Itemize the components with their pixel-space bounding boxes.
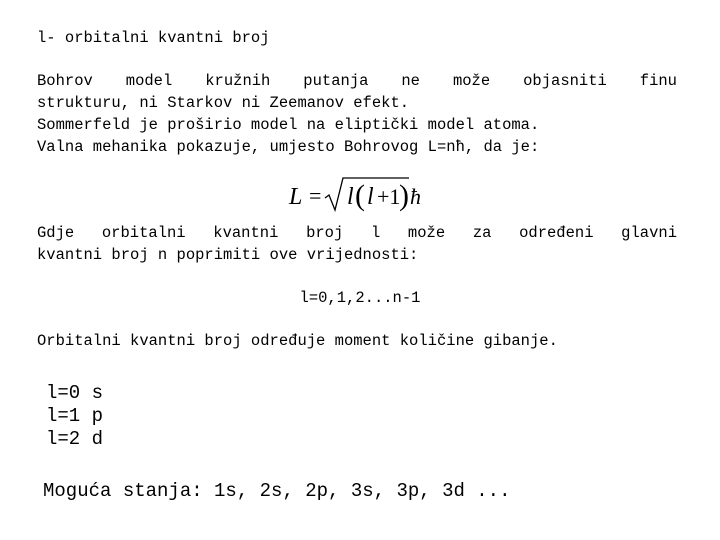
angular-momentum-formula	[287, 174, 427, 214]
orbital-letter: d	[91, 428, 104, 450]
formula-paren-open: (	[355, 179, 365, 212]
values-line-2: kvantni broj n poprimiti ove vrijednosti:	[37, 246, 419, 264]
formula-l-outer: l	[347, 184, 354, 210]
orbital-letter: p	[91, 405, 104, 427]
formula-hbar: ħ	[410, 184, 421, 209]
formula-svg	[287, 174, 427, 214]
values-line-1: Gdje orbitalni kvantni broj l može za određeni glavni	[37, 224, 677, 242]
formula-plus-one: +1	[377, 184, 401, 209]
possible-states: Moguća stanja: 1s, 2s, 2p, 3s, 3p, 3d ...	[43, 480, 511, 502]
intro-line-3: Sommerfeld je proširio model na eliptički model atoma.	[37, 116, 540, 134]
orbital-item	[46, 428, 103, 451]
orbital-item	[46, 405, 103, 428]
orbital-value: l=0	[46, 382, 81, 404]
orbital-value: l=2	[46, 428, 81, 450]
orbital-letter: s	[91, 382, 104, 404]
l-values-range: l=0,1,2...n-1	[299, 289, 421, 307]
intro-line-4: Valna mehanika pokazuje, umjesto Bohrovog L=nħ, da je:	[37, 138, 540, 156]
intro-line-2: strukturu, ni Starkov ni Zeemanov efekt.	[37, 94, 410, 112]
intro-line-1: Bohrov model kružnih putanja ne može objasniti finu	[37, 72, 677, 90]
formula-l-inner: l	[367, 184, 374, 210]
formula-paren-close: )	[399, 179, 409, 212]
formula-equals: =	[309, 183, 322, 208]
orbital-item	[46, 382, 103, 405]
moment-line: Orbitalni kvantni broj određuje moment količine gibanje.	[37, 332, 558, 350]
heading: l- orbitalni kvantni broj	[37, 29, 270, 47]
orbital-value: l=1	[46, 405, 81, 427]
formula-lhs: L	[289, 184, 303, 210]
